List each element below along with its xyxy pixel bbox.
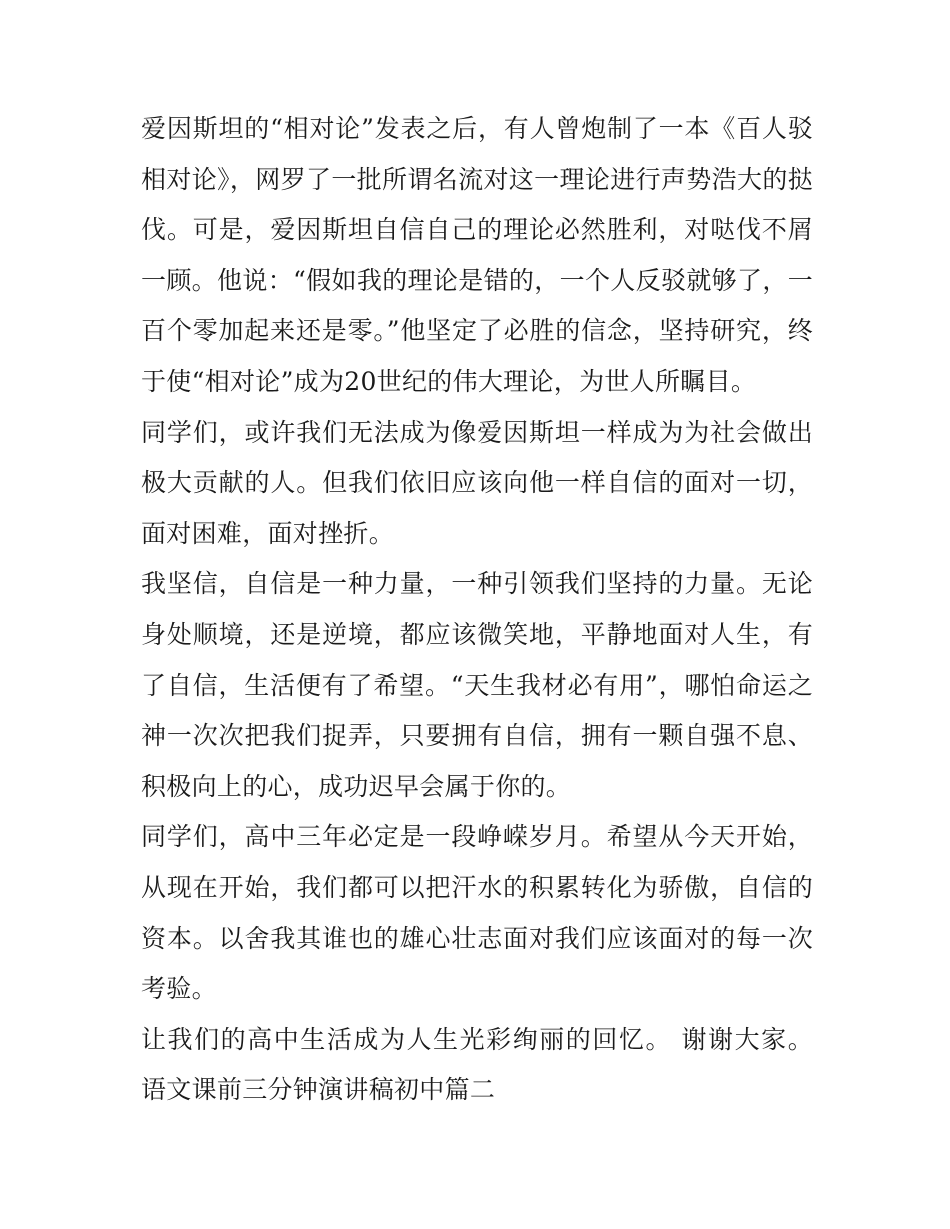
paragraph-high-school-years: 同学们，高中三年必定是一段峥嵘岁月。希望从今天开始，从现在开始，我们都可以把汗水的积累转化为骄傲，自信的资本。以舍我其谁也的雄心壮志面对我们应该面对的每一次考验。 [141, 822, 813, 1004]
paragraph-confidence-power: 我坚信，自信是一种力量，一种引领我们坚持的力量。无论身处顺境，还是逆境，都应该微笑地，平静地面对人生，有了自信，生活便有了希望。“天生我材必有用”，哪怕命运之神一次次把我们捉弄，只要拥有自信，拥有一颗自强不息、积极向上的心，成功迟早会属于你的。 [141, 569, 813, 801]
paragraph-closing: 让我们的高中生活成为人生光彩绚丽的回忆。 谢谢大家。 语文课前三分钟演讲稿初中篇二 [141, 1024, 813, 1105]
paragraph-einstein-story: 爱因斯坦的“相对论”发表之后，有人曾炮制了一本《百人驳相对论》，网罗了一批所谓名流对这一理论进行声势浩大的挞伐。可是，爱因斯坦自信自己的理论必然胜利，对哒伐不屑一顾。他说：“假如我的理论是错的，一个人反驳就够了，一百个零加起来还是零。”他坚定了必胜的信念，坚持研究，终于使“相对论”成为20世纪的伟大理论，为世人所瞩目。 [141, 114, 813, 396]
paragraph-classmates-confidence: 同学们，或许我们无法成为像爱因斯坦一样成为为社会做出极大贡献的人。但我们依旧应该向他一样自信的面对一切，面对困难，面对挫折。 [141, 417, 813, 548]
document-body [141, 104, 813, 1116]
